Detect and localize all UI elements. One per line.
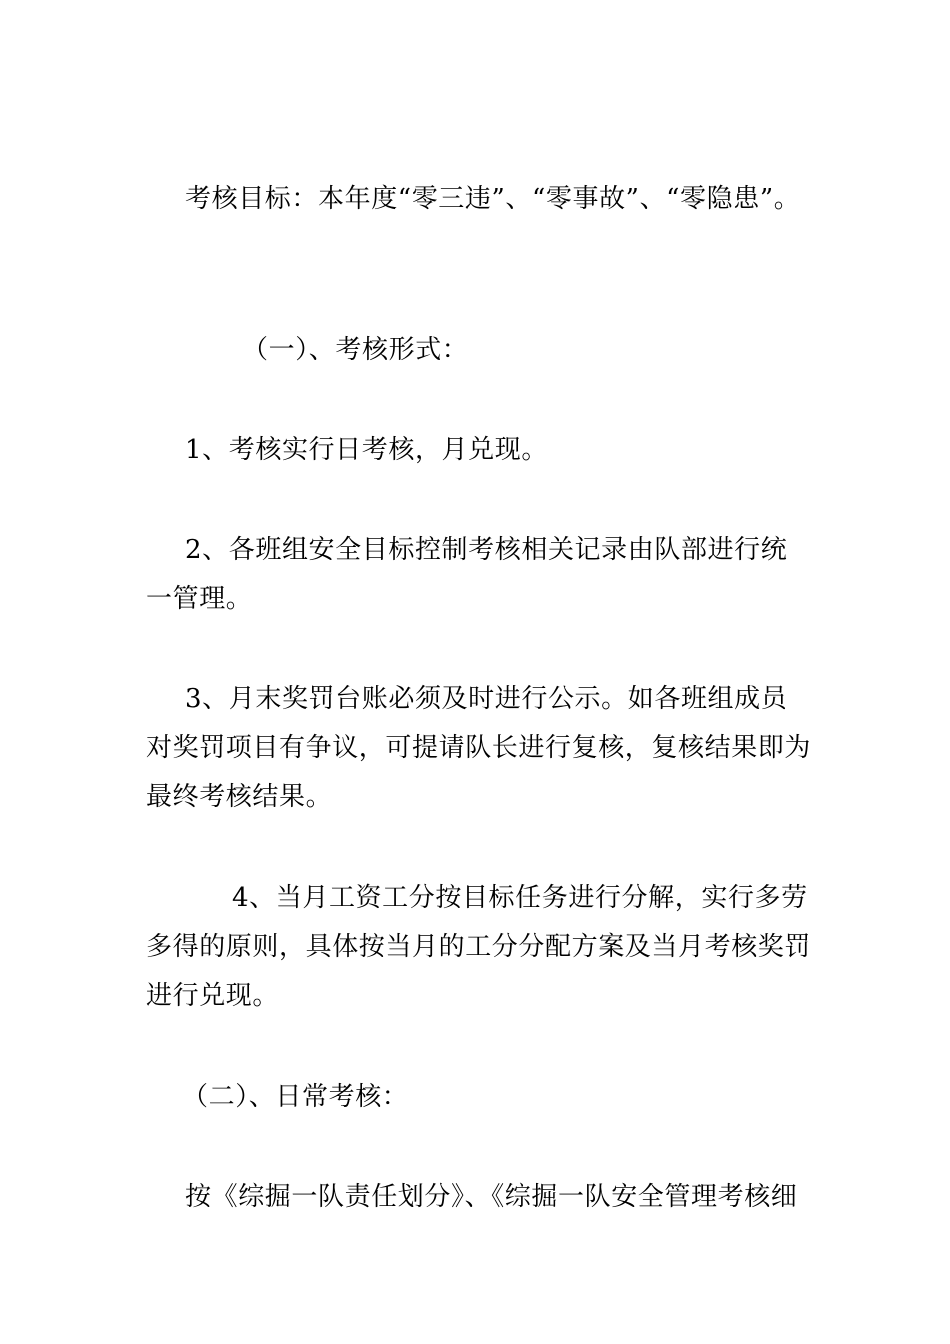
daily-assessment-paragraph: 按《综掘一队责任划分》、《综掘一队安全管理考核细 xyxy=(185,1182,798,1212)
assessment-goal-paragraph: 考核目标：本年度“零三违”、“零事故”、“零隐患”。 xyxy=(185,184,801,214)
section-2-heading: （二）、日常考核： xyxy=(182,1082,409,1112)
list-item-1: 1、考核实行日考核，月兑现。 xyxy=(185,435,548,465)
list-item-4: 4、当月工资工分按目标任务进行分解，实行多劳多得的原则，具体按当月的工分分配方案及当月考核奖罚进行兑现。 xyxy=(146,883,812,1011)
list-item-3: 3、月末奖罚台账必须及时进行公示。如各班组成员对奖罚项目有争议，可提请队长进行复核，复核结果即为最终考核结果。 xyxy=(146,684,812,812)
section-1-heading: （一）、考核形式： xyxy=(242,335,469,365)
list-item-2: 2、各班组安全目标控制考核相关记录由队部进行统一管理。 xyxy=(146,535,788,614)
